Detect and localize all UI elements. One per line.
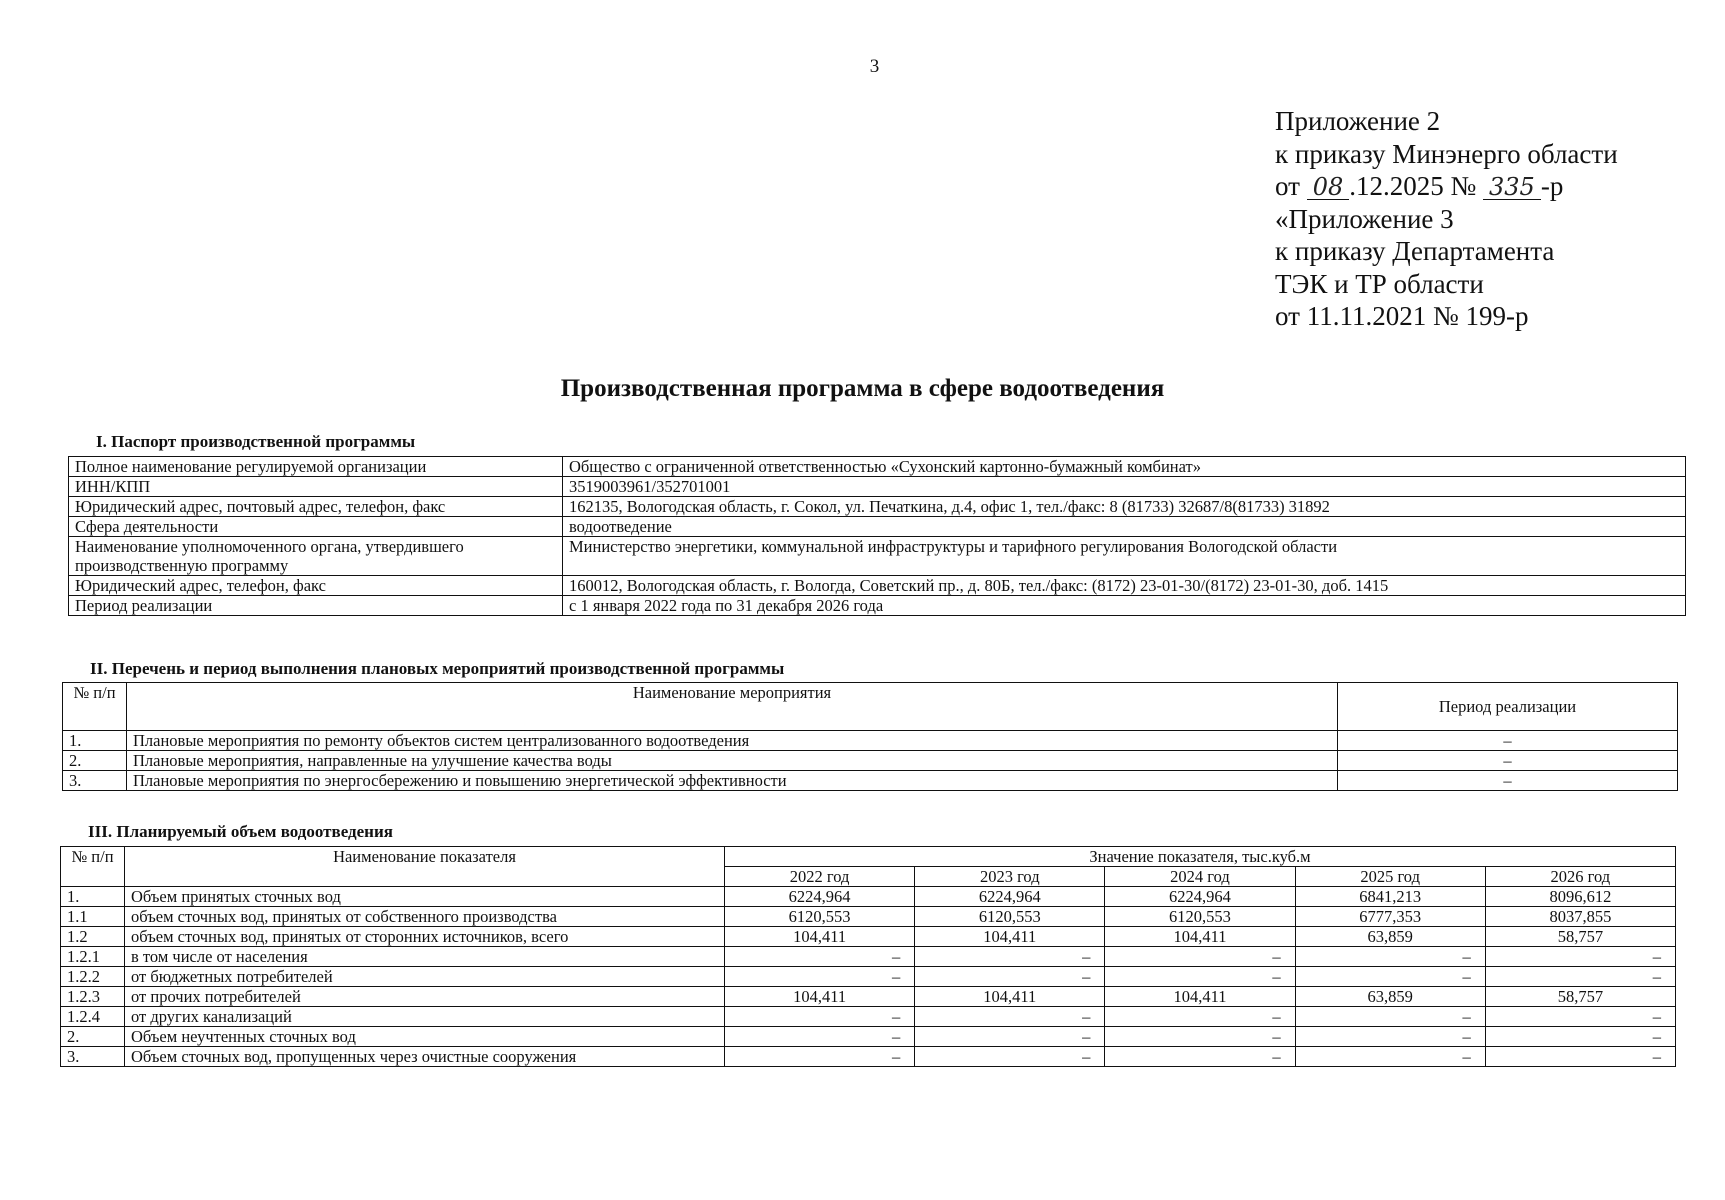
table-row xyxy=(61,967,1676,987)
indicator-value: – xyxy=(915,967,1105,987)
row-num: 3. xyxy=(61,1047,125,1067)
passport-label: ИНН/КПП xyxy=(69,477,563,497)
measure-name: Плановые мероприятия по ремонту объектов систем централизованного водоотведения xyxy=(127,731,1338,751)
table-row xyxy=(61,947,1676,967)
indicator-name: Объем принятых сточных вод xyxy=(125,887,725,907)
indicator-value: – xyxy=(1105,1027,1295,1047)
measure-period: – xyxy=(1338,731,1678,751)
indicator-value: – xyxy=(1105,947,1295,967)
indicator-name: от бюджетных потребителей xyxy=(125,967,725,987)
indicator-name: от других канализаций xyxy=(125,1007,725,1027)
table-row xyxy=(69,477,1686,497)
indicator-value: – xyxy=(1485,1007,1675,1027)
measure-period: – xyxy=(1338,771,1678,791)
indicator-value: 104,411 xyxy=(725,987,915,1007)
passport-label: Сфера деятельности xyxy=(69,517,563,537)
indicator-value: – xyxy=(915,1007,1105,1027)
indicator-value: – xyxy=(1295,947,1485,967)
passport-label: Наименование уполномоченного органа, утвердившего производственную программу xyxy=(69,537,563,576)
measure-period: – xyxy=(1338,751,1678,771)
passport-value: Министерство энергетики, коммунальной инфраструктуры и тарифного регулирования Вологодской области xyxy=(563,537,1686,576)
indicator-value: 104,411 xyxy=(1105,927,1295,947)
indicator-value: 63,859 xyxy=(1295,987,1485,1007)
appendix-block xyxy=(1275,105,1618,333)
passport-value: водоотведение xyxy=(563,517,1686,537)
indicator-value: 104,411 xyxy=(725,927,915,947)
table-row xyxy=(61,887,1676,907)
header-year: 2023 год xyxy=(915,867,1105,887)
appendix-line: ТЭК и ТР области xyxy=(1275,268,1484,299)
appendix-order-line xyxy=(1275,170,1618,203)
section2-title: II. Перечень и период выполнения плановых мероприятий производственной программы xyxy=(90,659,785,678)
passport-label: Период реализации xyxy=(69,596,563,616)
header-year: 2024 год xyxy=(1105,867,1295,887)
row-num: 1.2.4 xyxy=(61,1007,125,1027)
indicator-value: 6120,553 xyxy=(725,907,915,927)
indicator-value: – xyxy=(725,967,915,987)
indicator-value: – xyxy=(1485,1047,1675,1067)
indicator-value: 6224,964 xyxy=(1105,887,1295,907)
table-row xyxy=(61,1007,1676,1027)
passport-value: 3519003961/352701001 xyxy=(563,477,1686,497)
header-value-group: Значение показателя, тыс.куб.м xyxy=(725,847,1676,867)
row-num: 1.2 xyxy=(61,927,125,947)
header-year: 2025 год xyxy=(1295,867,1485,887)
passport-label: Юридический адрес, телефон, факс xyxy=(69,576,563,596)
indicator-value: 8096,612 xyxy=(1485,887,1675,907)
volume-table xyxy=(60,846,1676,1067)
table-row xyxy=(63,771,1678,791)
measures-table xyxy=(62,682,1678,791)
indicator-value: – xyxy=(1105,1047,1295,1067)
table-row xyxy=(69,517,1686,537)
document-title: Производственная программа в сфере водоотведения xyxy=(560,375,1165,402)
appendix-line: «Приложение 3 xyxy=(1275,203,1454,234)
header-num: № п/п xyxy=(63,683,127,731)
row-num: 2. xyxy=(63,751,127,771)
appendix-date: .12.2025 № xyxy=(1349,171,1477,201)
indicator-value: – xyxy=(1295,1047,1485,1067)
indicator-value: – xyxy=(1105,967,1295,987)
indicator-value: 6120,553 xyxy=(915,907,1105,927)
measure-name: Плановые мероприятия по энергосбережению и повышению энергетической эффективности xyxy=(127,771,1338,791)
indicator-value: – xyxy=(725,947,915,967)
passport-value: 160012, Вологодская область, г. Вологда, Советский пр., д. 80Б, тел./факс: (8172) 23-01-30/(8172) 23-01-30, доб. 1415 xyxy=(563,576,1686,596)
table-row xyxy=(61,927,1676,947)
indicator-value: – xyxy=(1295,1007,1485,1027)
indicator-value: 63,859 xyxy=(1295,927,1485,947)
passport-table xyxy=(68,456,1686,616)
indicator-name: в том числе от населения xyxy=(125,947,725,967)
table-row xyxy=(61,1027,1676,1047)
table-row xyxy=(69,596,1686,616)
passport-label: Юридический адрес, почтовый адрес, телефон, факс xyxy=(69,497,563,517)
indicator-value: – xyxy=(725,1047,915,1067)
row-num: 1.2.1 xyxy=(61,947,125,967)
table-row xyxy=(61,907,1676,927)
row-num: 1.1 xyxy=(61,907,125,927)
passport-value: Общество с ограниченной ответственностью «Сухонский картонно-бумажный комбинат» xyxy=(563,457,1686,477)
indicator-value: – xyxy=(915,947,1105,967)
indicator-value: – xyxy=(725,1007,915,1027)
header-num: № п/п xyxy=(61,847,125,887)
indicator-value: 6120,553 xyxy=(1105,907,1295,927)
indicator-name: Объем неучтенных сточных вод xyxy=(125,1027,725,1047)
row-num: 1.2.3 xyxy=(61,987,125,1007)
indicator-value: 6224,964 xyxy=(915,887,1105,907)
indicator-name: от прочих потребителей xyxy=(125,987,725,1007)
indicator-value: 6841,213 xyxy=(1295,887,1485,907)
indicator-value: – xyxy=(1105,1007,1295,1027)
table-row xyxy=(69,497,1686,517)
indicator-name: объем сточных вод, принятых от сторонних источников, всего xyxy=(125,927,725,947)
indicator-value: 6777,353 xyxy=(1295,907,1485,927)
table-row xyxy=(69,576,1686,596)
indicator-value: – xyxy=(725,1027,915,1047)
indicator-value: 58,757 xyxy=(1485,987,1675,1007)
header-period: Период реализации xyxy=(1338,683,1678,731)
section1-title: I. Паспорт производственной программы xyxy=(96,432,416,451)
table-row xyxy=(69,457,1686,477)
table-row xyxy=(63,731,1678,751)
appendix-line: к приказу Минэнерго области xyxy=(1275,138,1618,169)
indicator-value: – xyxy=(1485,947,1675,967)
measure-name: Плановые мероприятия, направленные на улучшение качества воды xyxy=(127,751,1338,771)
indicator-value: – xyxy=(915,1047,1105,1067)
indicator-value: – xyxy=(1485,1027,1675,1047)
appendix-line: от 11.11.2021 № 199-р xyxy=(1275,301,1529,331)
indicator-value: – xyxy=(1295,1027,1485,1047)
passport-value: 162135, Вологодская область, г. Сокол, ул. Печаткина, д.4, офис 1, тел./факс: 8 (81733) 32687/8(81733) 31892 xyxy=(563,497,1686,517)
handwritten-number: 335 xyxy=(1483,175,1541,200)
indicator-value: 8037,855 xyxy=(1485,907,1675,927)
header-name: Наименование мероприятия xyxy=(127,683,1338,731)
appendix-line: к приказу Департамента xyxy=(1275,236,1555,266)
indicator-value: 58,757 xyxy=(1485,927,1675,947)
indicator-value: 6224,964 xyxy=(725,887,915,907)
section3-title: III. Планируемый объем водоотведения xyxy=(88,822,393,841)
row-num: 1. xyxy=(63,731,127,751)
table-row xyxy=(61,987,1676,1007)
passport-label: Полное наименование регулируемой организации xyxy=(69,457,563,477)
header-year: 2026 год xyxy=(1485,867,1675,887)
indicator-value: – xyxy=(1485,967,1675,987)
indicator-name: Объем сточных вод, пропущенных через очистные сооружения xyxy=(125,1047,725,1067)
indicator-value: – xyxy=(915,1027,1105,1047)
table-row xyxy=(61,1047,1676,1067)
row-num: 1.2.2 xyxy=(61,967,125,987)
row-num: 2. xyxy=(61,1027,125,1047)
page-number: 3 xyxy=(869,56,880,77)
row-num: 3. xyxy=(63,771,127,791)
indicator-name: объем сточных вод, принятых от собственного производства xyxy=(125,907,725,927)
passport-value: с 1 января 2022 года по 31 декабря 2026 года xyxy=(563,596,1686,616)
row-num: 1. xyxy=(61,887,125,907)
indicator-value: 104,411 xyxy=(1105,987,1295,1007)
indicator-value: 104,411 xyxy=(915,987,1105,1007)
appendix-line: Приложение 2 xyxy=(1275,106,1441,136)
handwritten-day: 08 xyxy=(1307,175,1350,200)
indicator-value: – xyxy=(1295,967,1485,987)
table-row xyxy=(63,751,1678,771)
indicator-value: 104,411 xyxy=(915,927,1105,947)
header-name: Наименование показателя xyxy=(125,847,725,887)
header-year: 2022 год xyxy=(725,867,915,887)
appendix-suffix: -р xyxy=(1540,171,1564,201)
table-row xyxy=(69,537,1686,576)
appendix-prefix: от xyxy=(1275,171,1300,201)
